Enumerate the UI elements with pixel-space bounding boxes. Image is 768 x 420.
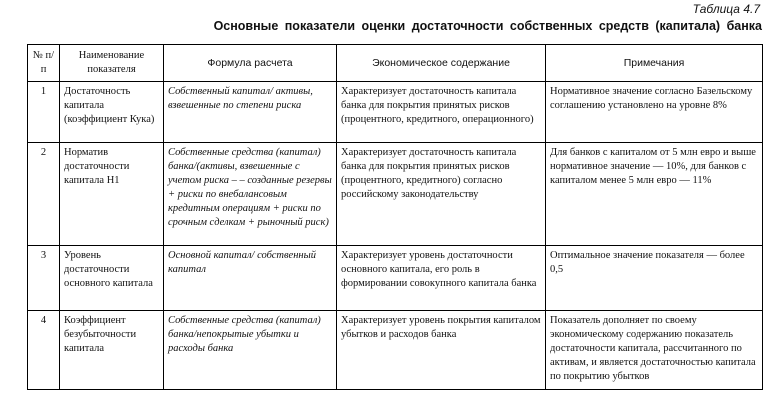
- row-formula: Основной капитал/ собственный капитал: [164, 246, 337, 311]
- row-name: Коэффициент безубыточности капитала: [60, 311, 164, 390]
- row-num: 3: [28, 246, 60, 311]
- table-row: [28, 82, 763, 143]
- row-notes: Для банков с капиталом от 5 млн евро и выше нормативное значение — 10%, для банков с капиталом менее 5 млн евро — 11%: [546, 143, 763, 246]
- row-economic: Характеризует уровень достаточности основного капитала, его роль в формировании совокупного капитала банка: [337, 246, 546, 311]
- header-name: Наименование показателя: [60, 45, 164, 82]
- indicators-table: [27, 44, 763, 390]
- row-formula: Собственные средства (капитал) банка/(активы, взвешенные с учетом риска – – созданные резервы + риски по внебалансовым кредитным операциям + риски по срочным сделкам + рыночный риск): [164, 143, 337, 246]
- row-name: Достаточность капитала (коэффициент Кука): [60, 82, 164, 143]
- row-num: 2: [28, 143, 60, 246]
- row-name: Норматив достаточности капитала Н1: [60, 143, 164, 246]
- row-economic: Характеризует уровень покрытия капиталом убытков и расходов банка: [337, 311, 546, 390]
- row-notes: Показатель дополняет по своему экономическому содержанию показатель достаточности капитала, рассчитанного по активам, и является достаточностью капитала по покрытию убытков: [546, 311, 763, 390]
- row-notes: Оптимальное значение показателя — более 0,5: [546, 246, 763, 311]
- row-economic: Характеризует достаточность капитала банка для покрытия принятых рисков (процентного, кредитного) согласно российскому законодательству: [337, 143, 546, 246]
- row-name: Уровень достаточности основного капитала: [60, 246, 164, 311]
- table-row: [28, 143, 763, 246]
- row-economic: Характеризует достаточность капитала банка для покрытия принятых рисков (процентного, кредитного, операционного): [337, 82, 546, 143]
- header-economic: Экономическое содержание: [337, 45, 546, 82]
- row-num: 1: [28, 82, 60, 143]
- header-num: № п/п: [28, 45, 60, 82]
- table-row: [28, 311, 763, 390]
- row-formula: Собственный капитал/ активы, взвешенные по степени риска: [164, 82, 337, 143]
- table-header-row: [28, 45, 763, 82]
- header-formula: Формула расчета: [164, 45, 337, 82]
- row-num: 4: [28, 311, 60, 390]
- table-title: Основные показатели оценки достаточности собственных средств (капитала) банка: [213, 19, 762, 33]
- row-formula: Собственные средства (капитал) банка/непокрытые убытки и расходы банка: [164, 311, 337, 390]
- table-number: Таблица 4.7: [692, 2, 760, 16]
- header-notes: Примечания: [546, 45, 763, 82]
- table-row: [28, 246, 763, 311]
- row-notes: Нормативное значение согласно Базельскому соглашению установлено на уровне 8%: [546, 82, 763, 143]
